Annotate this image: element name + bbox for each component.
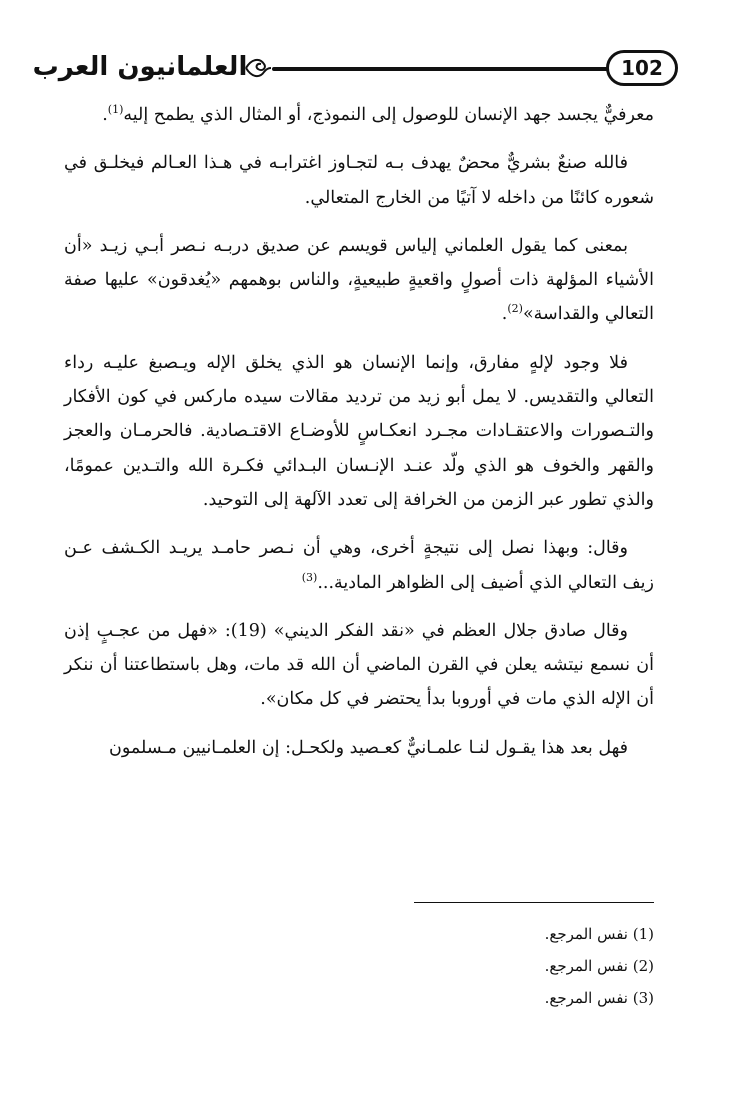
footnote: (1) نفس المرجع. (544, 925, 654, 943)
paragraph-text: فهل بعد هذا يقـول لنـا علمـانيٌّ كعـصيد ولكحـل: إن العلمـانيين مـسلمون (109, 737, 628, 758)
paragraph (64, 98, 654, 132)
paragraph-text: فالله صنعٌ بشريٌّ محضٌ يهدف بـه لتجـاوز اغترابـه في هـذا العـالم فيخلـق في شعوره كائنًا من داخله لا آتيًا من الخارج المتعالي. (64, 153, 654, 208)
paragraph-tail: . (102, 105, 108, 125)
paragraph (64, 731, 654, 765)
paragraph-text: وقال: وبهذا نصل إلى نتيجةٍ أخرى، وهي أن نـصر حامـد يريـد الكـشف عـن زيف التعالي الذي أضيف إلى الظواهر المادية... (64, 538, 654, 593)
paragraph-text: فلا وجود لإلهٍ مفارق، وإنما الإنسان هو الذي يخلق الإله ويـصبغ عليـه رداء التعالي والتقديس. لا يمل أبو زيد من ترديد مقالات سيده ماركس في كون الأفكار والتـصورات والاعتقـادات مجـرد انعكـاسٍ للأوضـاع الاقتـصادية. فالحرمـان والعجز والقهر والخوف هو الذي ولّد عنـد الإنـسان البـدائي فكـرة الله والتـدين عمومًا، والذي تطور عبر الزمن من الخرافة إلى تعدد الآلهة إلى التوحيد. (64, 352, 654, 510)
paragraph-text: معرفيٌّ يجسد جهد الإنسان للوصول إلى النموذج، أو المثال الذي يطمح إليه (123, 105, 654, 125)
page-header (22, 40, 722, 106)
paragraph (64, 229, 654, 332)
footnote-separator (414, 902, 654, 903)
paragraph-text: وقال صادق جلال العظم في «نقد الفكر الديني» (19): «فهل من عجـبٍ إذن أن نسمع نيتشه يعلن في القرن الماضي أن الله قد مات، وهل باستطاعتنا أن ننكر أن الإله الذي مات في أوروبا بدأ يحتضر في كل مكان». (64, 620, 654, 710)
running-title: العلمانيون العرب (32, 52, 248, 82)
paragraph-tail: . (501, 304, 508, 325)
footnote: (2) نفس المرجع. (544, 957, 654, 975)
paragraph (64, 146, 654, 215)
paragraph-text: بمعنى كما يقول العلماني إلياس قويسم عن صديق دربـه نـصر أبـي زيـد «أن الأشياء المؤلهة ذات أصولٍ واقعيةٍ طبيعيةٍ، والناس بوهمهم «يُغدقون» عليها صفة التعالي والقداسة» (64, 235, 654, 325)
paragraph (64, 531, 654, 600)
page-number: 102 (606, 50, 678, 86)
body-text (64, 98, 654, 765)
footnote-reference: (1) (107, 103, 124, 117)
footnotes (414, 918, 654, 1014)
header-rule (272, 67, 614, 71)
ornament-icon (244, 54, 272, 82)
footnote-reference: (2) (507, 302, 523, 316)
paragraph (64, 346, 654, 517)
footnote: (3) نفس المرجع. (544, 989, 654, 1007)
footnote-reference: (3) (301, 570, 318, 584)
paragraph (64, 614, 654, 717)
